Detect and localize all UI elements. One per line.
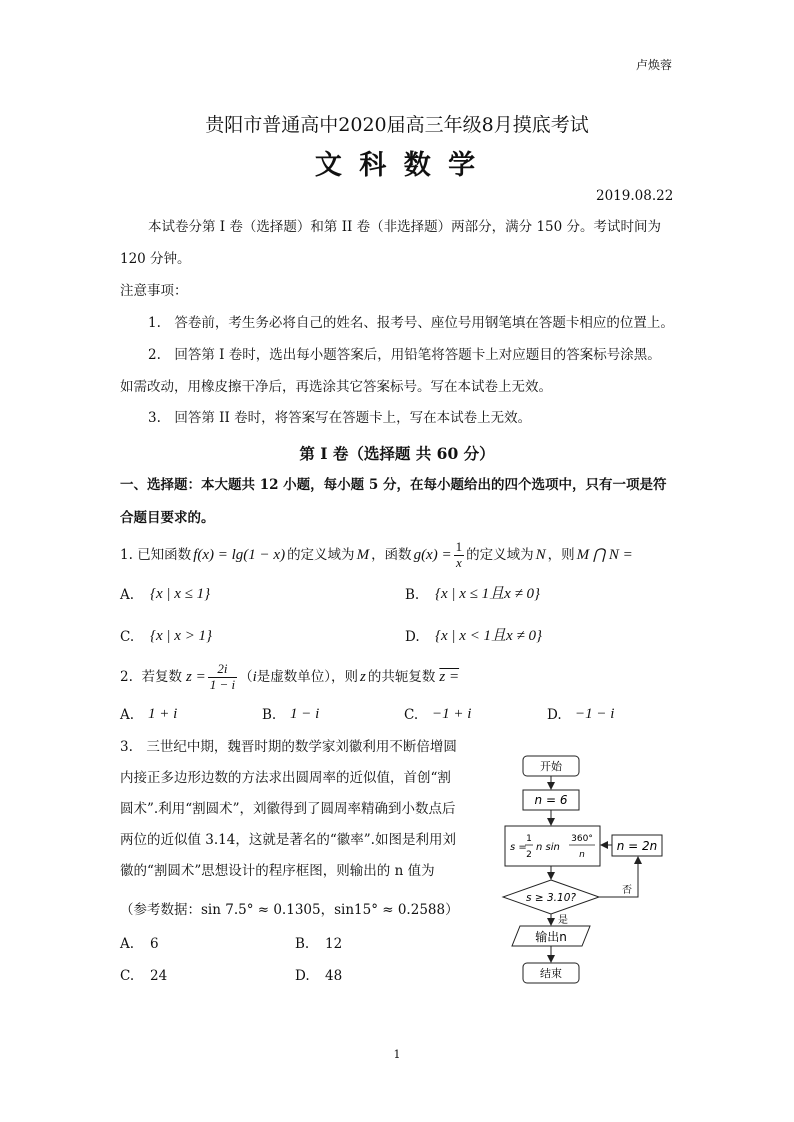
set-m: M [356,547,370,563]
option-value: −1 + i [432,706,472,722]
question-text: ，则 [547,546,575,563]
set-n: N [535,547,546,563]
question-number: 2. [120,668,133,685]
option-label: C. [120,629,135,645]
fraction-2i-over-1-minus-i: $\frac{2i}{1 - i}$ [209,661,236,692]
question-3-line: 圆术”.利用“割圆术”，刘徽得到了圆周率精确到小数点后 [120,801,456,817]
option-label: B. [405,587,420,603]
intersection-expression: M ⋂ N = [576,547,633,563]
option-label: D. [295,968,310,984]
note-2-continued: 如需改动，用橡皮擦干净后，再选涂其它答案标号。写在本试卷上无效。 [120,379,552,395]
question-3-line: 两位的近似值 3.14，这就是著名的“徽率”.如图是利用刘 [120,832,456,848]
fraction-numerator: 1 [526,834,532,844]
option-value: 48 [325,968,343,984]
section-instruction-2: 合题目要求的。 [120,510,215,526]
question-1 [120,538,633,572]
subject-title: 文 科 数 学 [314,150,480,181]
angle-numerator: 360° [571,834,593,844]
section-instruction-1: 一、选择题：本大题共 12 小题，每小题 5 分，在每小题给出的四个选项中，只有一项是符 [120,477,667,493]
page-number: 1 [393,1048,401,1061]
option-label: A. [120,587,135,603]
intro-line-1: 本试卷分第 I 卷（选择题）和第 II 卷（非选择题）两部分，满分 150 分。考试时间为 [148,219,662,235]
author-name: 卢焕蓉 [636,58,673,72]
yes-label: 是 [558,915,568,926]
question-text: （ [239,668,253,685]
question-3-line: 内接正多边形边数的方法求出圆周率的近似值，首创“割 [120,770,451,786]
conjugate-z: z = [439,669,460,685]
option-value: 6 [150,936,159,952]
question-text: ，函数 [371,546,412,563]
angle-denominator: n [579,850,585,860]
question-text: 已知函数 [137,546,192,563]
option-label: B. [262,707,277,723]
reference-data: （参考数据：sin 7.5° ≈ 0.1305，sin15° ≈ 0.2588） [120,902,459,918]
notes-heading: 注意事项： [120,283,188,299]
condition-label: s ≥ 3.10? [526,892,576,904]
note-3: 3. 回答第 II 卷时，将答案写在答题卡上，写在本试卷上无效。 [148,410,532,426]
option-value: {x | x < 1且x ≠ 0} [435,628,542,644]
question-text: 是虚数单位），则 [256,668,359,685]
intro-line-2: 120 分钟。 [120,251,191,267]
exam-date: 2019.08.22 [596,188,674,204]
no-label: 否 [622,885,632,896]
end-label: 结束 [540,967,562,980]
option-value: 1 + i [148,706,178,722]
flowchart [490,745,720,990]
section-title: 第 I 卷（选择题 共 60 分） [299,444,495,463]
question-3-line: 3. 三世纪中期，魏晋时期的数学家刘徽利用不断倍增圆 [120,739,457,755]
option-label: A. [120,936,135,952]
imaginary-unit: i [252,669,257,685]
compute-mid: n sin [536,842,560,853]
fraction-denominator: 2 [526,850,532,860]
option-value: {x | x ≤ 1} [150,586,211,602]
formula-f: f(x) = lg(1 − x) [193,547,286,563]
option-label: D. [405,629,420,645]
complex-z: z = [185,669,206,685]
option-value: 1 − i [290,706,320,722]
init-label: n = 6 [534,793,568,807]
exam-title: 贵阳市普通高中2020届高三年级8月摸底考试 [205,114,589,136]
question-text: 的定义域为 [287,546,355,563]
formula-g: g(x) = [413,547,452,563]
question-text: 若复数 [141,668,182,685]
option-label: B. [295,936,310,952]
fraction-one-over-x: $\frac{1}{x}$ [455,539,463,570]
option-value: −1 − i [575,706,615,722]
option-label: C. [120,968,135,984]
question-number: 1. [120,546,133,563]
note-1: 1. 答卷前，考生务必将自己的姓名、报考号、座位号用钢笔填在答题卡相应的位置上。 [148,315,674,331]
option-value: 12 [325,936,343,952]
option-label: D. [547,707,562,723]
question-3-line: 徽的“割圆术”思想设计的程序框图，则输出的 n 值为 [120,863,435,879]
option-label: C. [404,707,419,723]
option-value: {x | x ≤ 1且x ≠ 0} [435,586,541,602]
variable-z: z [360,669,366,685]
question-text: 的共轭复数 [367,668,436,685]
no-branch-arrow [599,857,638,897]
compute-prefix: s = [510,842,527,853]
option-value: {x | x > 1} [150,628,213,644]
question-2 [120,658,459,696]
question-text: 的定义域为 [466,546,534,563]
update-label: n = 2n [616,839,658,853]
start-label: 开始 [540,760,562,773]
option-value: 24 [150,968,168,984]
output-label: 输出n [535,930,567,944]
option-label: A. [120,707,135,723]
note-2: 2. 回答第 I 卷时，选出每小题答案后，用铅笔将答题卡上对应题目的答案标号涂黑。 [148,347,661,363]
